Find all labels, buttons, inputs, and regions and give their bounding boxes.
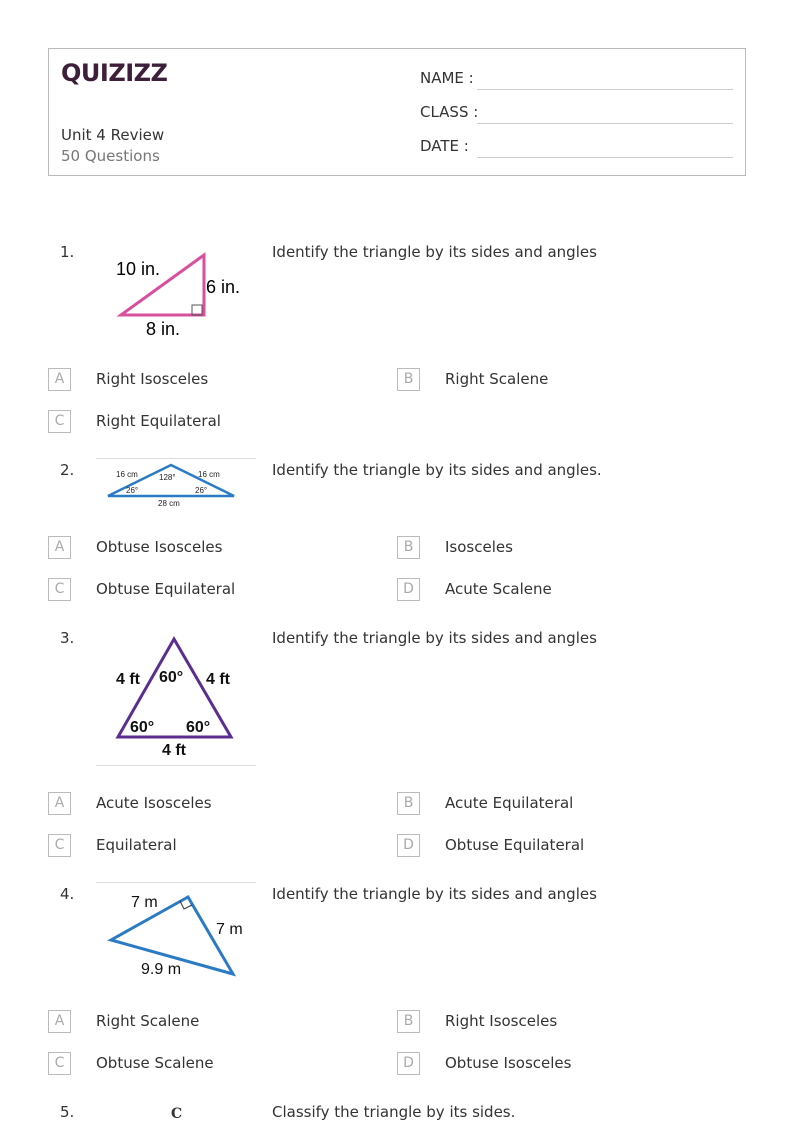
option-box[interactable]: A <box>48 1010 71 1033</box>
option-text[interactable]: Acute Scalene <box>445 580 552 598</box>
date-label: DATE : <box>420 137 469 155</box>
question-count: 50 Questions <box>61 147 160 165</box>
option-box[interactable]: D <box>397 834 420 857</box>
obtuse-triangle-figure <box>96 458 256 511</box>
worksheet-title: Unit 4 Review <box>61 126 165 144</box>
option-text[interactable]: Right Scalene <box>445 370 549 388</box>
option-box[interactable]: C <box>48 1052 71 1075</box>
question-text: Identify the triangle by its sides and angles. <box>272 461 602 479</box>
class-field[interactable] <box>477 123 733 124</box>
figure-label: 16 cm <box>198 470 220 479</box>
right-triangle-figure <box>96 245 256 345</box>
question-text: Identify the triangle by its sides and angles <box>272 243 597 261</box>
question-text: Identify the triangle by its sides and angles <box>272 629 597 647</box>
option-box[interactable]: B <box>397 536 420 559</box>
name-field[interactable] <box>477 89 733 90</box>
worksheet-header <box>48 48 746 176</box>
figure-label: 60° <box>159 669 184 686</box>
option-text[interactable]: Obtuse Isosceles <box>96 538 223 556</box>
right-isosceles-triangle-figure <box>96 882 256 983</box>
option-box[interactable]: A <box>48 368 71 391</box>
figure-label: 10 in. <box>116 259 161 279</box>
question-number: 3. <box>60 629 75 647</box>
option-text[interactable]: Right Equilateral <box>96 412 221 430</box>
figure-label: 28 cm <box>158 499 180 508</box>
question-text: Classify the triangle by its sides. <box>272 1103 516 1121</box>
name-label: NAME : <box>420 69 474 87</box>
question-number: 2. <box>60 461 75 479</box>
option-box[interactable]: D <box>397 1052 420 1075</box>
figure-label: 4 ft <box>116 671 140 688</box>
date-field[interactable] <box>477 157 733 158</box>
option-box[interactable]: C <box>48 410 71 433</box>
question-number: 1. <box>60 243 75 261</box>
option-text[interactable]: Obtuse Equilateral <box>96 580 236 598</box>
figure-label: 7 m <box>216 921 243 938</box>
option-box[interactable]: A <box>48 792 71 815</box>
figure-label: 8 in. <box>146 319 181 339</box>
question-number: 5. <box>60 1103 75 1121</box>
figure-label: 6 in. <box>206 277 241 297</box>
option-box[interactable]: C <box>48 578 71 601</box>
figure-label: 128° <box>159 473 176 482</box>
figure-label: 4 ft <box>162 742 186 759</box>
option-text[interactable]: Right Isosceles <box>445 1012 558 1030</box>
option-box[interactable]: A <box>48 536 71 559</box>
option-box[interactable]: B <box>397 368 420 391</box>
option-box[interactable]: B <box>397 1010 420 1033</box>
class-label: CLASS : <box>420 103 479 121</box>
option-box[interactable]: D <box>397 578 420 601</box>
option-text[interactable]: Right Isosceles <box>96 370 209 388</box>
option-box[interactable]: B <box>397 792 420 815</box>
option-text[interactable]: Obtuse Equilateral <box>445 836 585 854</box>
option-text[interactable]: Acute Isosceles <box>96 794 212 812</box>
option-box[interactable]: C <box>48 834 71 857</box>
figure-label: C <box>171 1106 183 1122</box>
figure-label: 60° <box>186 719 211 736</box>
option-text[interactable]: Right Scalene <box>96 1012 200 1030</box>
option-text[interactable]: Isosceles <box>445 538 513 556</box>
option-text[interactable]: Equilateral <box>96 836 177 854</box>
figure-label: 16 cm <box>116 470 138 479</box>
figure-label: 7 m <box>131 894 158 911</box>
option-text[interactable]: Obtuse Scalene <box>96 1054 214 1072</box>
figure-label: 60° <box>130 719 155 736</box>
option-text[interactable]: Obtuse Isosceles <box>445 1054 572 1072</box>
figure-label: 26° <box>195 486 208 495</box>
figure-label: 4 ft <box>206 671 230 688</box>
question-text: Identify the triangle by its sides and angles <box>272 885 597 903</box>
figure-label: 26° <box>126 486 139 495</box>
figure-label: 9.9 m <box>141 961 182 978</box>
equilateral-triangle-figure <box>96 632 256 766</box>
option-text[interactable]: Acute Equilateral <box>445 794 574 812</box>
question-number: 4. <box>60 885 75 903</box>
quizizz-logo: QUIZIZZ <box>61 59 168 87</box>
